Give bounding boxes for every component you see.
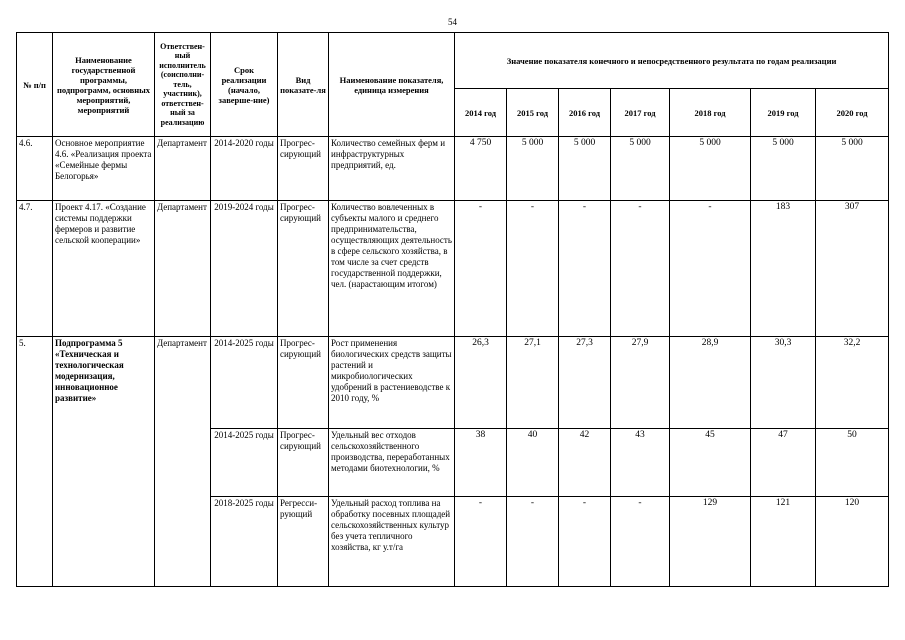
value-cell: 50 (816, 429, 889, 497)
value-cell: 40 (507, 429, 559, 497)
program-name: Проект 4.17. «Создание системы поддержки фермеров и развитие сельской кооперации» (53, 201, 155, 337)
value-cell: - (507, 201, 559, 337)
value-cell: 5 000 (611, 137, 670, 201)
value-cell: 47 (751, 429, 816, 497)
indicator-type: Прогрес-сирующий (278, 137, 329, 201)
value-cell: 27,1 (507, 337, 559, 429)
program-name: Основное мероприятие 4.6. «Реализация проекта «Семейные фермы Белогорья» (53, 137, 155, 201)
header-program: Наименование государственной программы, подпрограмм, основных мероприятий, мероприятий (53, 33, 155, 137)
value-cell: 129 (670, 497, 751, 587)
value-cell: 4 750 (455, 137, 507, 201)
value-cell: 32,2 (816, 337, 889, 429)
table-row (17, 137, 889, 201)
value-cell: - (559, 201, 611, 337)
value-cell: - (611, 497, 670, 587)
header-values: Значение показателя конечного и непосредственного результата по годам реализации (455, 33, 889, 89)
header-term: Срок реализации (начало, заверше-ние) (211, 33, 278, 137)
value-cell: 42 (559, 429, 611, 497)
value-cell: 5 000 (507, 137, 559, 201)
row-number: 4.7. (17, 201, 53, 337)
row-number: 5. (17, 337, 53, 587)
value-cell: 45 (670, 429, 751, 497)
indicator-name: Рост применения биологических средств защиты растений и микробиологических удобрений в растениеводстве к 2010 году, % (329, 337, 455, 429)
value-cell: 121 (751, 497, 816, 587)
value-cell: 43 (611, 429, 670, 497)
value-cell: - (611, 201, 670, 337)
header-year: 2018 год (670, 89, 751, 137)
table-row (17, 201, 889, 337)
value-cell: 28,9 (670, 337, 751, 429)
indicator-name: Количество вовлеченных в субъекты малого и среднего предпринимательства, осуществляющих деятельность в сфере сельского хозяйства, в том числе за счет средств государственной поддержки, чел. (нарастающим итогом) (329, 201, 455, 337)
value-cell: 38 (455, 429, 507, 497)
value-cell: 27,3 (559, 337, 611, 429)
value-cell: 27,9 (611, 337, 670, 429)
value-cell: 183 (751, 201, 816, 337)
page-number: 54 (448, 17, 457, 27)
value-cell: - (507, 497, 559, 587)
value-cell: 30,3 (751, 337, 816, 429)
term: 2014-2025 годы (211, 429, 278, 497)
indicator-type: Прогрес-сирующий (278, 337, 329, 429)
responsible: Департамент (155, 337, 211, 587)
indicator-type: Прогрес-сирующий (278, 429, 329, 497)
header-indicator: Наименование показателя, единица измерения (329, 33, 455, 137)
value-cell: - (670, 201, 751, 337)
header-type: Вид показате-ля (278, 33, 329, 137)
row-number: 4.6. (17, 137, 53, 201)
value-cell: 307 (816, 201, 889, 337)
header-responsible: Ответствен-ный исполнитель (соисполни-тель, участник), ответствен-ный за реализацию (155, 33, 211, 137)
indicator-name: Количество семейных ферм и инфраструктурных предприятий, ед. (329, 137, 455, 201)
value-cell: 26,3 (455, 337, 507, 429)
value-cell: - (559, 497, 611, 587)
header-year: 2015 год (507, 89, 559, 137)
value-cell: - (455, 497, 507, 587)
indicator-name: Удельный расход топлива на обработку посевных площадей сельскохозяйственных культур без учета тепличного хозяйства, кг у.т/га (329, 497, 455, 587)
header-num: № п/п (17, 33, 53, 137)
value-cell: 5 000 (559, 137, 611, 201)
header-year: 2016 год (559, 89, 611, 137)
term: 2019-2024 годы (211, 201, 278, 337)
responsible: Департамент (155, 137, 211, 201)
value-cell: 120 (816, 497, 889, 587)
header-year: 2017 год (611, 89, 670, 137)
header-year: 2020 год (816, 89, 889, 137)
term: 2018-2025 годы (211, 497, 278, 587)
term: 2014-2025 годы (211, 337, 278, 429)
value-cell: 5 000 (670, 137, 751, 201)
header-year: 2019 год (751, 89, 816, 137)
responsible: Департамент (155, 201, 211, 337)
header-year: 2014 год (455, 89, 507, 137)
indicator-type: Прогрес-сирующий (278, 201, 329, 337)
table-row (17, 337, 889, 429)
indicator-type: Регресси-рующий (278, 497, 329, 587)
indicator-name: Удельный вес отходов сельскохозяйственного производства, переработанных методами биотехнологии, % (329, 429, 455, 497)
term: 2014-2020 годы (211, 137, 278, 201)
value-cell: - (455, 201, 507, 337)
program-name: Подпрограмма 5 «Техническая и технологическая модернизация, инновационное развитие» (53, 337, 155, 587)
value-cell: 5 000 (816, 137, 889, 201)
indicators-table (16, 32, 889, 587)
value-cell: 5 000 (751, 137, 816, 201)
